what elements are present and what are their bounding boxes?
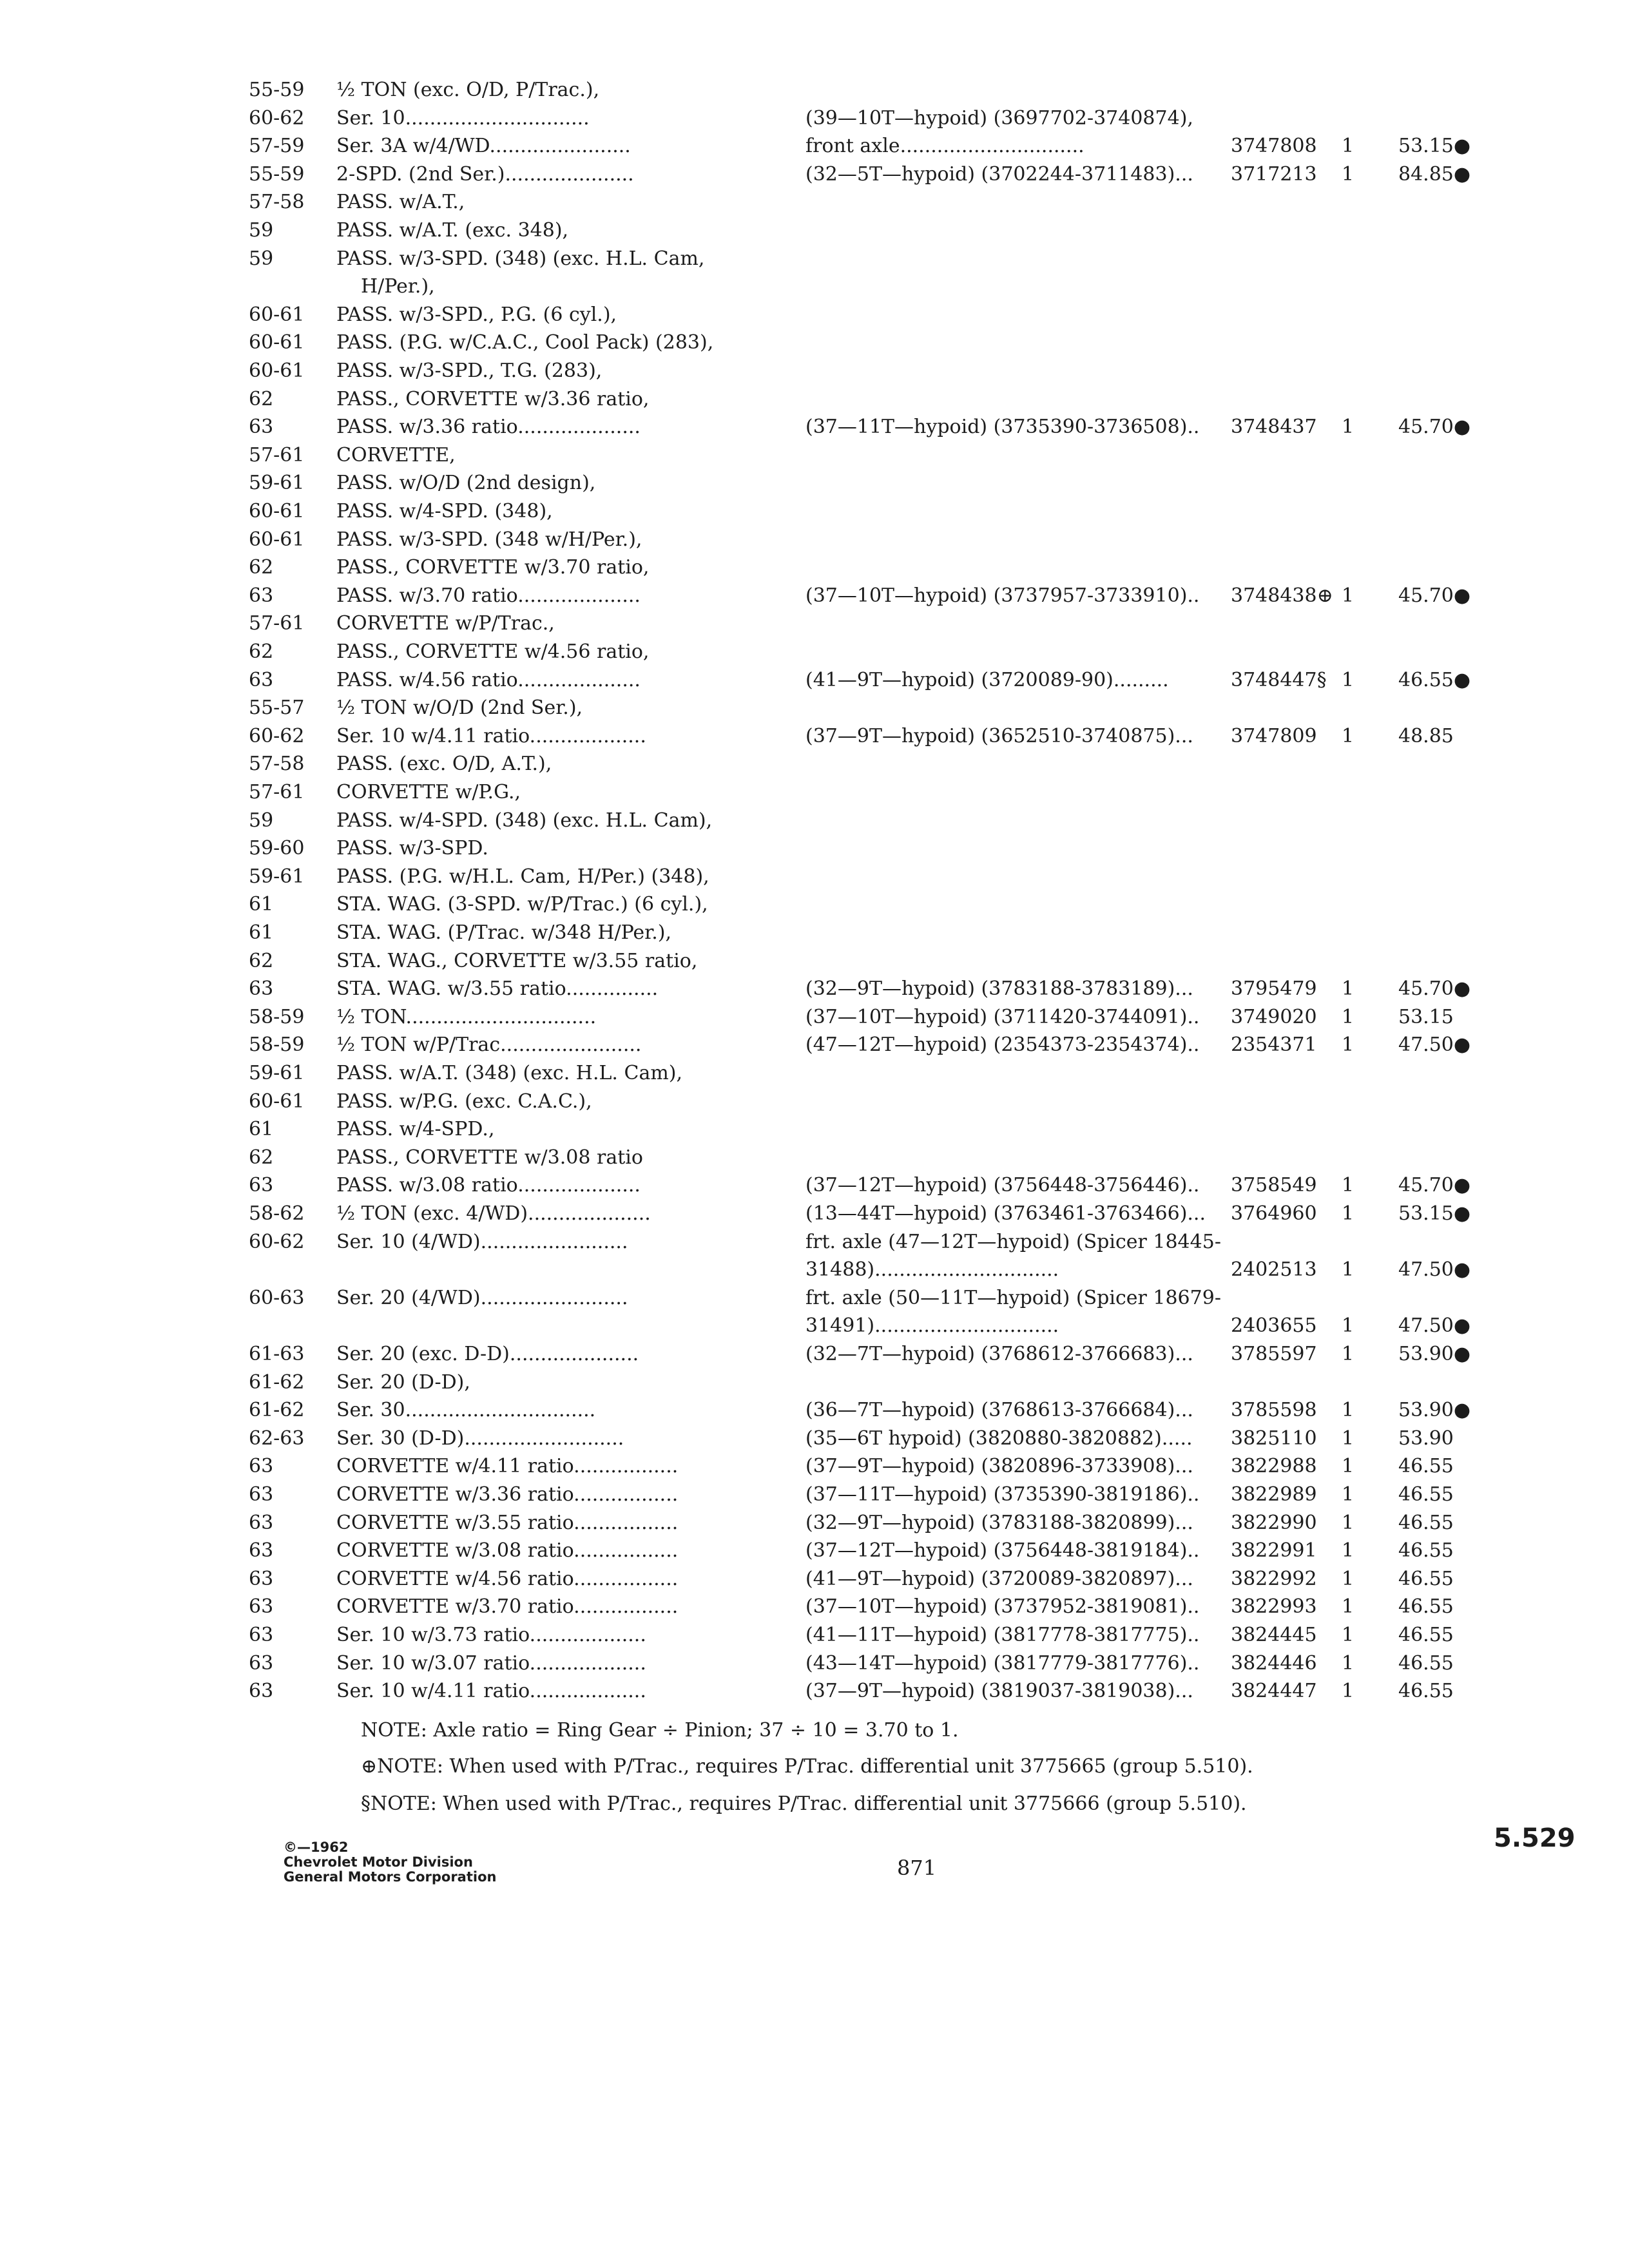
price-cell: 46.55 xyxy=(1398,1595,1454,1619)
part-number-cell: 3822992 xyxy=(1231,1567,1317,1590)
year-cell: 57-59 xyxy=(249,135,305,158)
table-row xyxy=(0,921,1629,950)
quantity-cell: 1 xyxy=(1342,724,1354,747)
application-cell: CORVETTE w/3.08 ratio................. xyxy=(336,1539,679,1562)
part-number-cell: 3822993 xyxy=(1231,1595,1317,1619)
table-row xyxy=(0,1118,1629,1146)
application-cell: ½ TON w/O/D (2nd Ser.), xyxy=(336,697,583,720)
year-cell: 62-63 xyxy=(249,1427,305,1450)
price-cell: 47.50● xyxy=(1398,1258,1471,1282)
price-cell: 53.90 xyxy=(1398,1427,1454,1450)
quantity-cell: 1 xyxy=(1342,1567,1354,1590)
application-cell: PASS. w/4-SPD. (348) (exc. H.L. Cam), xyxy=(336,809,713,832)
quantity-cell: 1 xyxy=(1342,1539,1354,1562)
application-cell: Ser. 20 (exc. D-D)..................... xyxy=(336,1343,639,1365)
part-number-cell: 3824446 xyxy=(1231,1651,1317,1675)
application-cell: CORVETTE w/P.G., xyxy=(336,781,521,803)
price-cell: 46.55 xyxy=(1398,1483,1454,1506)
page-number: 871 xyxy=(897,1856,937,1880)
table-row xyxy=(0,893,1629,921)
year-cell: 60-62 xyxy=(249,724,305,747)
price-cell: 47.50● xyxy=(1398,1314,1471,1338)
table-row xyxy=(0,275,1629,303)
application-cell: Ser. 10.............................. xyxy=(336,106,590,130)
part-number-cell: 3825110 xyxy=(1231,1427,1317,1450)
year-cell: 63 xyxy=(249,1567,274,1590)
table-row xyxy=(0,1595,1629,1624)
quantity-cell: 1 xyxy=(1342,1174,1354,1197)
price-cell: 46.55 xyxy=(1398,1567,1454,1590)
note-ptrac-3775665: ⊕NOTE: When used with P/Trac., requires P/Trac. differential unit 3775665 (group 5.510). xyxy=(361,1755,1253,1778)
price-cell: 45.70● xyxy=(1398,416,1471,439)
table-row xyxy=(0,472,1629,500)
year-cell: 62 xyxy=(249,1146,274,1169)
quantity-cell: 1 xyxy=(1342,1343,1354,1365)
table-row xyxy=(0,416,1629,444)
quantity-cell: 1 xyxy=(1342,1202,1354,1225)
table-row xyxy=(0,1624,1629,1652)
part-description-cell: (37—10T—hypoid) (3711420-3744091).. xyxy=(805,1005,1200,1028)
part-description-cell: (37—12T—hypoid) (3756448-3819184).. xyxy=(805,1539,1200,1562)
price-cell: 45.70● xyxy=(1398,584,1471,607)
application-cell: Ser. 30 (D-D).......................... xyxy=(336,1427,624,1450)
year-cell: 63 xyxy=(249,1651,274,1675)
table-row xyxy=(0,837,1629,865)
year-cell: 59-61 xyxy=(249,472,305,495)
year-cell: 58-59 xyxy=(249,1005,305,1028)
year-cell: 62 xyxy=(249,387,274,410)
table-row xyxy=(0,697,1629,725)
year-cell: 57-61 xyxy=(249,781,305,803)
table-row xyxy=(0,640,1629,669)
part-description-cell: (32—9T—hypoid) (3783188-3820899)... xyxy=(805,1511,1193,1534)
table-row xyxy=(0,191,1629,219)
quantity-cell: 1 xyxy=(1342,1651,1354,1675)
year-cell: 60-62 xyxy=(249,106,305,130)
application-cell: PASS. w/O/D (2nd design), xyxy=(336,472,596,495)
year-cell: 61 xyxy=(249,921,274,944)
quantity-cell: 1 xyxy=(1342,1483,1354,1506)
application-cell: CORVETTE w/4.56 ratio................. xyxy=(336,1567,679,1590)
table-row xyxy=(0,1146,1629,1175)
part-number-cell: 3822990 xyxy=(1231,1511,1317,1534)
application-cell: PASS., CORVETTE w/3.36 ratio, xyxy=(336,387,650,410)
year-cell: 63 xyxy=(249,1483,274,1506)
application-cell: PASS. (P.G. w/H.L. Cam, H/Per.) (348), xyxy=(336,865,709,888)
part-number-cell: 3764960 xyxy=(1231,1202,1317,1225)
part-description-cell: (43—14T—hypoid) (3817779-3817776).. xyxy=(805,1651,1200,1675)
table-row xyxy=(0,1680,1629,1708)
note-ptrac-3775666: §NOTE: When used with P/Trac., requires P/Trac. differential unit 3775666 (group 5.510). xyxy=(361,1792,1247,1815)
table-row xyxy=(0,865,1629,894)
part-description-cell: frt. axle (50—11T—hypoid) (Spicer 18679- xyxy=(805,1286,1221,1309)
table-row xyxy=(0,331,1629,360)
part-description-cell: (37—10T—hypoid) (3737952-3819081).. xyxy=(805,1595,1200,1619)
application-cell: PASS. w/3.70 ratio.................... xyxy=(336,584,641,607)
application-cell: Ser. 10 w/4.11 ratio................... xyxy=(336,1680,646,1703)
price-cell: 53.90● xyxy=(1398,1399,1471,1422)
part-description-cell: (41—11T—hypoid) (3817778-3817775).. xyxy=(805,1624,1200,1646)
table-row xyxy=(0,1427,1629,1456)
quantity-cell: 1 xyxy=(1342,1399,1354,1422)
part-description-cell: (47—12T—hypoid) (2354373-2354374).. xyxy=(805,1033,1200,1057)
year-cell: 57-58 xyxy=(249,191,305,214)
part-description-cell: (32—5T—hypoid) (3702244-3711483)... xyxy=(805,162,1193,186)
part-number-cell: 3747808 xyxy=(1231,135,1317,158)
part-description-cell: (32—9T—hypoid) (3783188-3783189)... xyxy=(805,977,1193,1001)
application-cell: 2-SPD. (2nd Ser.)..................... xyxy=(336,162,634,186)
quantity-cell: 1 xyxy=(1342,1427,1354,1450)
year-cell: 63 xyxy=(249,977,274,1001)
note-axle-ratio: NOTE: Axle ratio = Ring Gear ÷ Pinion; 37 ÷ 10 = 3.70 to 1. xyxy=(361,1719,959,1742)
application-cell: PASS. w/A.T. (348) (exc. H.L. Cam), xyxy=(336,1062,683,1084)
part-description-cell: (37—12T—hypoid) (3756448-3756446).. xyxy=(805,1174,1200,1197)
part-number-cell: 2402513 xyxy=(1231,1258,1317,1282)
part-description-cell: (37—11T—hypoid) (3735390-3819186).. xyxy=(805,1483,1200,1506)
quantity-cell: 1 xyxy=(1342,977,1354,1001)
part-description-cell: (36—7T—hypoid) (3768613-3766684)... xyxy=(805,1399,1193,1422)
table-row xyxy=(0,950,1629,978)
year-cell: 61 xyxy=(249,1118,274,1141)
application-cell: PASS. w/3-SPD., T.G. (283), xyxy=(336,360,602,382)
year-cell: 63 xyxy=(249,416,274,439)
application-cell: PASS. w/4-SPD., xyxy=(336,1118,495,1141)
application-cell: PASS., CORVETTE w/4.56 ratio, xyxy=(336,640,650,663)
table-row xyxy=(0,1343,1629,1371)
year-cell: 60-61 xyxy=(249,303,305,326)
year-cell: 62 xyxy=(249,556,274,579)
year-cell: 63 xyxy=(249,1511,274,1534)
year-cell: 60-61 xyxy=(249,528,305,551)
application-cell: CORVETTE w/3.55 ratio................. xyxy=(336,1511,679,1534)
table-row xyxy=(0,1455,1629,1483)
table-row xyxy=(0,303,1629,332)
table-row xyxy=(0,1202,1629,1231)
price-cell: 45.70● xyxy=(1398,977,1471,1001)
year-cell: 60-61 xyxy=(249,500,305,523)
application-cell: ½ TON (exc. O/D, P/Trac.), xyxy=(336,79,600,101)
table-row xyxy=(0,781,1629,809)
year-cell: 63 xyxy=(249,1455,274,1478)
table-row xyxy=(0,444,1629,472)
year-cell: 57-61 xyxy=(249,612,305,635)
application-cell: STA. WAG. (3-SPD. w/P/Trac.) (6 cyl.), xyxy=(336,893,708,916)
application-cell: PASS. w/4.56 ratio.................... xyxy=(336,668,641,691)
price-cell: 53.15● xyxy=(1398,135,1471,158)
year-cell: 62 xyxy=(249,949,274,972)
table-row xyxy=(0,1399,1629,1427)
table-row xyxy=(0,1174,1629,1202)
section-number: 5.529 xyxy=(1494,1823,1576,1853)
part-number-cell: 3749020 xyxy=(1231,1005,1317,1028)
application-cell: ½ TON w/P/Trac....................... xyxy=(336,1033,642,1057)
table-row xyxy=(0,1483,1629,1512)
table-row xyxy=(0,1287,1629,1315)
application-cell: CORVETTE w/P/Trac., xyxy=(336,612,555,635)
part-number-cell: 3824445 xyxy=(1231,1624,1317,1646)
quantity-cell: 1 xyxy=(1342,1624,1354,1646)
price-cell: 46.55 xyxy=(1398,1624,1454,1646)
application-cell: PASS., CORVETTE w/3.08 ratio xyxy=(336,1146,643,1169)
quantity-cell: 1 xyxy=(1342,416,1354,439)
table-row xyxy=(0,612,1629,640)
year-cell: 58-62 xyxy=(249,1202,305,1225)
application-cell: PASS. (exc. O/D, A.T.), xyxy=(336,753,552,776)
copyright-block xyxy=(284,1840,496,1885)
price-cell: 46.55 xyxy=(1398,1511,1454,1534)
part-number-cell: 3748447§ xyxy=(1231,668,1327,691)
part-number-cell: 2403655 xyxy=(1231,1314,1317,1338)
year-cell: 55-59 xyxy=(249,79,305,101)
table-row xyxy=(0,1314,1629,1343)
application-cell: Ser. 3A w/4/WD....................... xyxy=(336,135,631,158)
application-cell: Ser. 10 w/4.11 ratio................... xyxy=(336,724,646,747)
table-row xyxy=(0,556,1629,584)
part-description-cell: (37—10T—hypoid) (3737957-3733910).. xyxy=(805,584,1200,607)
year-cell: 59 xyxy=(249,809,274,832)
part-number-cell: 3758549 xyxy=(1231,1174,1317,1197)
table-row xyxy=(0,669,1629,697)
year-cell: 60-63 xyxy=(249,1286,305,1309)
quantity-cell: 1 xyxy=(1342,1680,1354,1703)
table-row xyxy=(0,725,1629,753)
quantity-cell: 1 xyxy=(1342,1005,1354,1028)
part-description-cell: front axle.............................. xyxy=(805,135,1084,158)
price-cell: 46.55 xyxy=(1398,1539,1454,1562)
application-cell: PASS. w/3-SPD., P.G. (6 cyl.), xyxy=(336,303,617,326)
price-cell: 53.15● xyxy=(1398,1202,1471,1225)
table-row xyxy=(0,500,1629,528)
table-row xyxy=(0,1652,1629,1680)
part-description-cell: (37—9T—hypoid) (3652510-3740875)... xyxy=(805,724,1193,747)
year-cell: 60-61 xyxy=(249,331,305,354)
application-cell: PASS. w/3.08 ratio.................... xyxy=(336,1174,641,1197)
year-cell: 61-62 xyxy=(249,1399,305,1422)
application-cell: ½ TON............................... xyxy=(336,1005,597,1028)
quantity-cell: 1 xyxy=(1342,1258,1354,1282)
application-cell: Ser. 30............................... xyxy=(336,1399,596,1422)
application-cell: CORVETTE, xyxy=(336,443,456,466)
application-cell: Ser. 10 w/3.73 ratio................... xyxy=(336,1624,646,1646)
table-row xyxy=(0,1512,1629,1540)
year-cell: 61-62 xyxy=(249,1370,305,1394)
table-row xyxy=(0,584,1629,613)
part-description-cell: (37—11T—hypoid) (3735390-3736508).. xyxy=(805,416,1200,439)
part-number-cell: 3748437 xyxy=(1231,416,1317,439)
application-cell: PASS. w/3.36 ratio.................... xyxy=(336,416,641,439)
year-cell: 59 xyxy=(249,247,274,270)
price-cell: 46.55 xyxy=(1398,1455,1454,1478)
price-cell: 45.70● xyxy=(1398,1174,1471,1197)
application-cell: Ser. 10 (4/WD)........................ xyxy=(336,1230,628,1253)
quantity-cell: 1 xyxy=(1342,162,1354,186)
part-number-cell: 3748438⊕ xyxy=(1231,584,1333,607)
application-cell: CORVETTE w/3.70 ratio................. xyxy=(336,1595,679,1619)
price-cell: 46.55 xyxy=(1398,1680,1454,1703)
application-cell: PASS. w/3-SPD. (348) (exc. H.L. Cam, xyxy=(336,247,705,270)
copyright-year: ©—1962 xyxy=(284,1840,349,1855)
part-number-cell: 3822991 xyxy=(1231,1539,1317,1562)
table-row xyxy=(0,219,1629,247)
part-description-cell: 31488).............................. xyxy=(805,1258,1059,1282)
table-row xyxy=(0,360,1629,388)
year-cell: 63 xyxy=(249,668,274,691)
part-number-cell: 2354371 xyxy=(1231,1033,1317,1057)
table-row xyxy=(0,1568,1629,1596)
quantity-cell: 1 xyxy=(1342,584,1354,607)
year-cell: 59-61 xyxy=(249,865,305,888)
application-cell: ½ TON (exc. 4/WD).................... xyxy=(336,1202,651,1225)
table-row xyxy=(0,809,1629,838)
corporation-name: General Motors Corporation xyxy=(284,1869,497,1885)
year-cell: 55-59 xyxy=(249,162,305,186)
year-cell: 63 xyxy=(249,1539,274,1562)
application-cell: PASS. w/3-SPD. xyxy=(336,837,488,860)
table-row xyxy=(0,1258,1629,1287)
quantity-cell: 1 xyxy=(1342,1455,1354,1478)
year-cell: 60-62 xyxy=(249,1230,305,1253)
application-cell: Ser. 20 (D-D), xyxy=(336,1370,470,1394)
table-row xyxy=(0,1006,1629,1034)
table-row xyxy=(0,1062,1629,1090)
year-cell: 61 xyxy=(249,893,274,916)
part-number-cell: 3785598 xyxy=(1231,1399,1317,1422)
year-cell: 59 xyxy=(249,219,274,242)
application-cell: CORVETTE w/4.11 ratio................. xyxy=(336,1455,679,1478)
quantity-cell: 1 xyxy=(1342,1033,1354,1057)
quantity-cell: 1 xyxy=(1342,668,1354,691)
part-number-cell: 3795479 xyxy=(1231,977,1317,1001)
table-row xyxy=(0,1090,1629,1119)
year-cell: 55-57 xyxy=(249,697,305,720)
application-cell: CORVETTE w/3.36 ratio................. xyxy=(336,1483,679,1506)
application-cell: PASS. w/4-SPD. (348), xyxy=(336,500,553,523)
year-cell: 57-61 xyxy=(249,443,305,466)
application-cell: PASS. (P.G. w/C.A.C., Cool Pack) (283), xyxy=(336,331,714,354)
part-number-cell: 3824447 xyxy=(1231,1680,1317,1703)
year-cell: 63 xyxy=(249,1595,274,1619)
table-row xyxy=(0,107,1629,135)
application-cell: H/Per.), xyxy=(361,275,435,298)
application-cell: PASS. w/A.T. (exc. 348), xyxy=(336,219,569,242)
year-cell: 62 xyxy=(249,640,274,663)
price-cell: 84.85● xyxy=(1398,162,1471,186)
table-row xyxy=(0,1231,1629,1259)
application-cell: PASS. w/A.T., xyxy=(336,191,465,214)
table-row xyxy=(0,1371,1629,1399)
part-number-cell: 3822989 xyxy=(1231,1483,1317,1506)
part-number-cell: 3747809 xyxy=(1231,724,1317,747)
year-cell: 57-58 xyxy=(249,753,305,776)
part-description-cell: frt. axle (47—12T—hypoid) (Spicer 18445- xyxy=(805,1230,1221,1253)
part-number-cell: 3822988 xyxy=(1231,1455,1317,1478)
part-description-cell: (41—9T—hypoid) (3720089-90)......... xyxy=(805,668,1169,691)
application-cell: Ser. 20 (4/WD)........................ xyxy=(336,1286,628,1309)
application-cell: STA. WAG., CORVETTE w/3.55 ratio, xyxy=(336,949,698,972)
table-row xyxy=(0,388,1629,416)
part-description-cell: (39—10T—hypoid) (3697702-3740874), xyxy=(805,106,1193,130)
application-cell: Ser. 10 w/3.07 ratio................... xyxy=(336,1651,646,1675)
part-number-cell: 3717213 xyxy=(1231,162,1317,186)
price-cell: 47.50● xyxy=(1398,1033,1471,1057)
table-row xyxy=(0,528,1629,557)
year-cell: 58-59 xyxy=(249,1033,305,1057)
year-cell: 63 xyxy=(249,584,274,607)
year-cell: 59-60 xyxy=(249,837,305,860)
year-cell: 63 xyxy=(249,1680,274,1703)
application-cell: PASS. w/3-SPD. (348 w/H/Per.), xyxy=(336,528,642,551)
table-row xyxy=(0,135,1629,163)
table-row xyxy=(0,977,1629,1006)
year-cell: 60-61 xyxy=(249,360,305,382)
application-cell: PASS. w/P.G. (exc. C.A.C.), xyxy=(336,1090,592,1113)
application-cell: PASS., CORVETTE w/3.70 ratio, xyxy=(336,556,650,579)
quantity-cell: 1 xyxy=(1342,1595,1354,1619)
year-cell: 63 xyxy=(249,1624,274,1646)
price-cell: 46.55● xyxy=(1398,668,1471,691)
year-cell: 63 xyxy=(249,1174,274,1197)
application-cell: STA. WAG. (P/Trac. w/348 H/Per.), xyxy=(336,921,672,944)
table-row xyxy=(0,753,1629,781)
table-row xyxy=(0,79,1629,107)
part-number-cell: 3785597 xyxy=(1231,1343,1317,1365)
table-row xyxy=(0,163,1629,191)
part-description-cell: (37—9T—hypoid) (3819037-3819038)... xyxy=(805,1680,1193,1703)
part-description-cell: (41—9T—hypoid) (3720089-3820897)... xyxy=(805,1567,1193,1590)
quantity-cell: 1 xyxy=(1342,135,1354,158)
price-cell: 46.55 xyxy=(1398,1651,1454,1675)
table-row xyxy=(0,247,1629,276)
quantity-cell: 1 xyxy=(1342,1511,1354,1534)
part-description-cell: (32—7T—hypoid) (3768612-3766683)... xyxy=(805,1343,1193,1365)
year-cell: 60-61 xyxy=(249,1090,305,1113)
price-cell: 53.15 xyxy=(1398,1005,1454,1028)
part-description-cell: (37—9T—hypoid) (3820896-3733908)... xyxy=(805,1455,1193,1478)
table-row xyxy=(0,1539,1629,1568)
year-cell: 61-63 xyxy=(249,1343,305,1365)
price-cell: 48.85 xyxy=(1398,724,1454,747)
part-description-cell: (35—6T hypoid) (3820880-3820882)..... xyxy=(805,1427,1193,1450)
year-cell: 59-61 xyxy=(249,1062,305,1084)
price-cell: 53.90● xyxy=(1398,1343,1471,1365)
division-name: Chevrolet Motor Division xyxy=(284,1854,473,1870)
quantity-cell: 1 xyxy=(1342,1314,1354,1338)
application-cell: STA. WAG. w/3.55 ratio............... xyxy=(336,977,659,1001)
part-description-cell: 31491).............................. xyxy=(805,1314,1059,1338)
table-row xyxy=(0,1033,1629,1062)
part-description-cell: (13—44T—hypoid) (3763461-3763466)... xyxy=(805,1202,1206,1225)
